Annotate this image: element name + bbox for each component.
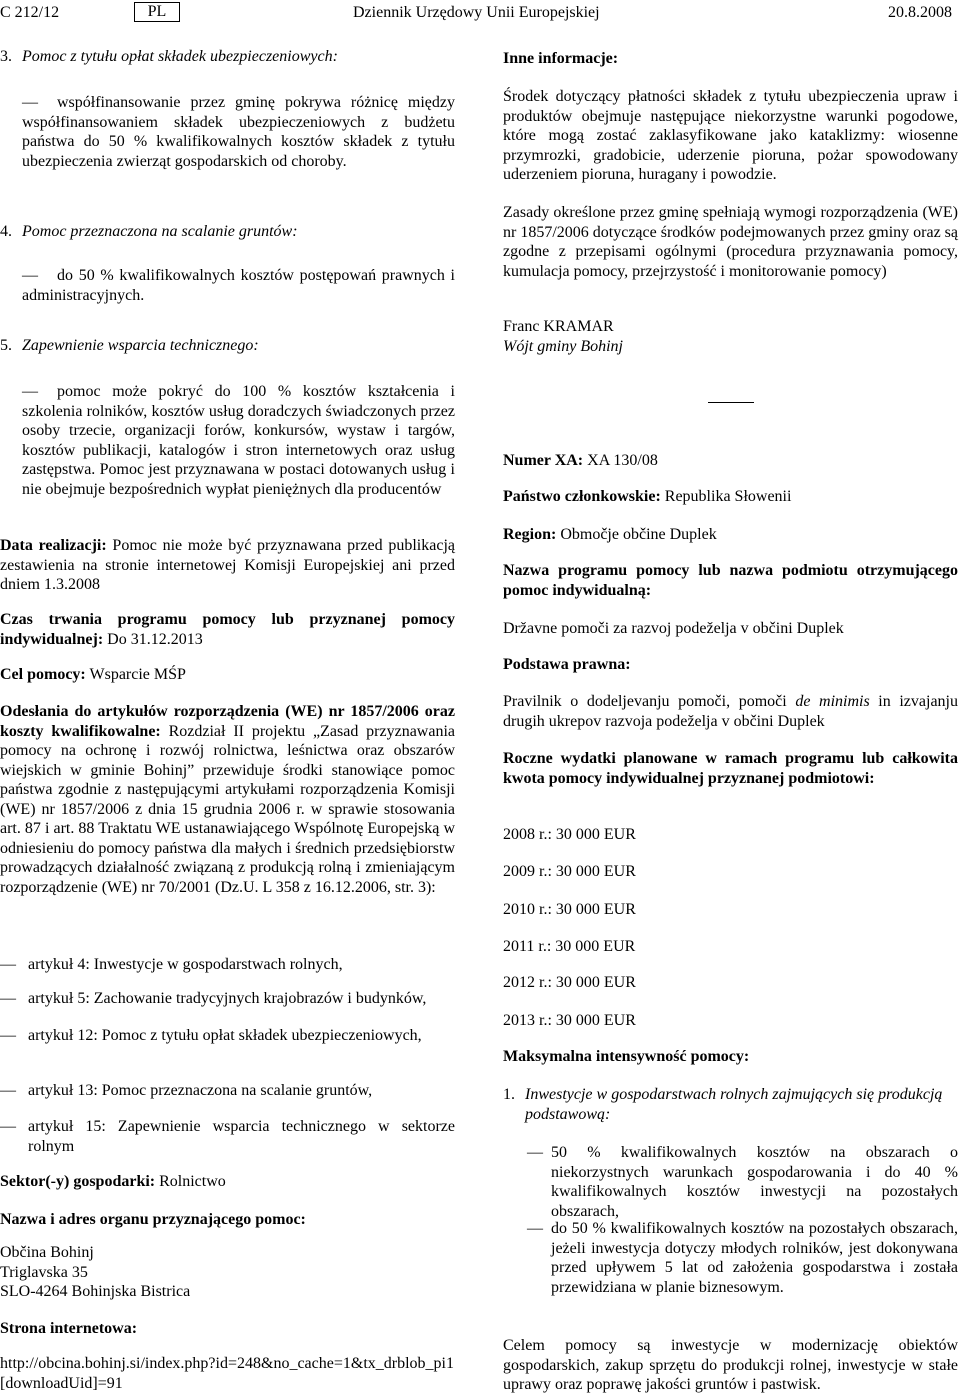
field-label: Region: — [503, 526, 557, 543]
member-state-paragraph — [503, 487, 958, 507]
field-label: Numer XA: — [503, 452, 584, 469]
field-label: Inne informacje: — [503, 50, 619, 67]
aid-objective-paragraph: Celem pomocy są inwestycje w modernizację obiektów gospodarskich, zakup sprzętu do produkcji rolnej, inwestycje w stałe uprawy oraz poprawę jakości gruntów i pastwisk. — [503, 1337, 958, 1393]
right-column — [503, 0, 958, 1397]
bullet-dash: — — [0, 990, 16, 1007]
field-label: Nazwa i adres organu przyznającego pomoc: — [0, 1211, 306, 1228]
field-label: Sektor(-y) gospodarki: — [0, 1173, 156, 1190]
address-line: Občina Bohinj — [0, 1244, 94, 1261]
field-label: Państwo członkowskie: — [503, 488, 661, 505]
field-label: Strona internetowa: — [0, 1320, 138, 1337]
bullet-dash: — — [0, 956, 16, 973]
expenditure-year-line: 2009 r.: 30 000 EUR — [503, 863, 636, 880]
bullet-dash: — — [22, 267, 38, 284]
item-title: Pomoc z tytułu opłat składek ubezpieczeniowych: — [22, 48, 338, 65]
expenditure-year-line: 2010 r.: 30 000 EUR — [503, 901, 636, 918]
field-value: Območje občine Duplek — [560, 526, 717, 543]
scheme-title-heading — [503, 561, 958, 600]
article-text: artykuł 12: Pomoc z tytułu opłat składek ubezpieczeniowych, — [28, 1027, 422, 1044]
field-label: Podstawa prawna: — [503, 656, 631, 673]
field-label: Czas trwania programu pomocy lub przyznanej pomocy indywidualnej: — [0, 611, 455, 648]
bullet-text: 50 % kwalifikowalnych kosztów na obszarach o niekorzystnych warunkach gospodarowania i do 40 % kwalifikowalnych kosztów inwestycji na pozostałych obszarach, — [551, 1144, 958, 1220]
region-paragraph — [503, 525, 958, 545]
article-text: artykuł 5: Zachowanie tradycyjnych krajobrazów i budynków, — [28, 990, 427, 1007]
field-label: Odesłania do artykułów rozporządzenia (WE) nr 1857/2006 oraz koszty kwalifikowalne: — [0, 703, 455, 740]
item-3-bullet — [22, 93, 455, 171]
field-value: Republika Słowenii — [664, 488, 792, 505]
language-code-box: PL — [134, 2, 180, 22]
sector-paragraph — [0, 1172, 455, 1192]
article-list-item — [0, 1026, 455, 1046]
signatory-title: Wójt gminy Bohinj — [503, 338, 623, 355]
address-line: Triglavska 35 — [0, 1263, 88, 1281]
bullet-dash: — — [22, 383, 38, 400]
bullet-text: współfinansowanie przez gminę pokrywa różnicę między współfinansowaniem składek ubezpieczeniowych z budżetu państwa do 50 % kwalifikowalnych kosztów składek z tytułu ubezpieczenia zwierząt gospodarskich od choroby. — [22, 94, 455, 170]
objective-paragraph — [0, 665, 455, 685]
field-value: XA 130/08 — [587, 452, 658, 469]
item-title: Inwestycje w gospodarstwach rolnych zajmujących się produkcją podstawową: — [525, 1086, 943, 1123]
publication-date: 20.8.2008 — [888, 4, 952, 21]
item-5-bullet — [22, 382, 455, 499]
item-4-bullet — [22, 266, 455, 305]
website-url: http://obcina.bohinj.si/index.php?id=248&no_cache=1&tx_drblob_pi1[downloadUid]=91 — [0, 1355, 454, 1392]
expenditure-year-line: 2008 r.: 30 000 EUR — [503, 826, 636, 843]
article-list-item — [0, 955, 455, 975]
legal-basis-text: Pravilnik o dodeljevanju pomoči, pomoči — [503, 693, 796, 710]
field-value: Rolnictwo — [159, 1173, 226, 1190]
authority-heading — [0, 1210, 455, 1230]
xa-number-paragraph — [503, 451, 958, 471]
implementation-date-paragraph — [0, 536, 455, 595]
item-number: 1. — [503, 1086, 515, 1103]
authority-address — [0, 1243, 455, 1302]
expenditure-year-line: 2012 r.: 30 000 EUR — [503, 974, 636, 991]
article-list-item — [0, 989, 455, 1009]
bullet-text: do 50 % kwalifikowalnych kosztów postępowań prawnych i administracyjnych. — [22, 267, 455, 304]
field-value: Wsparcie MŚP — [89, 666, 186, 683]
other-info-heading — [503, 49, 958, 69]
intensity-item-1 — [503, 1085, 958, 1124]
bullet-dash: — — [0, 1027, 16, 1044]
item-title: Pomoc przeznaczona na scalanie gruntów: — [22, 223, 298, 240]
article-list-item — [0, 1081, 455, 1101]
article-text: artykuł 15: Zapewnienie wsparcia technicznego w sektorze rolnym — [28, 1118, 455, 1155]
left-column — [0, 0, 455, 1397]
item-3-heading — [0, 47, 455, 67]
intensity-bullet — [527, 1143, 958, 1221]
article-text: artykuł 13: Pomoc przeznaczona na scalanie gruntów, — [28, 1082, 373, 1099]
references-paragraph — [0, 702, 455, 897]
address-line: SLO-4264 Bohinjska Bistrica — [0, 1283, 191, 1300]
expenditure-year-line: 2013 r.: 30 000 EUR — [503, 1012, 636, 1029]
bullet-dash: — — [0, 1082, 16, 1099]
field-value: Pomoc nie może być przyznawana przed publikacją zestawienia na stronie internetowej Komisji Europejskiej ani przed dniem 1.3.2008 — [0, 537, 455, 593]
duration-paragraph — [0, 610, 455, 649]
field-value: Do 31.12.2013 — [107, 630, 203, 648]
field-value: Rozdział II projektu „Zasad przyznawania pomocy na ochronę i rozwój rolnictwa, leśnictwa oraz obszarów wiejskich w gminie Bohinj” przewiduje środki stanowiące pomoc państwa zgodnie z następującymi artykułami rozporządzenia Komisji (WE) nr 1857/2006 z dnia 15 grudnia 2006 r. w sprawie stosowania art. 87 i art. 88 Traktatu WE ustanawiającego Wspólnotę Europejską w odniesieniu do pomocy państwa dla małych i średnich przedsiębiorstw prowadzących działalność związaną z produkcją rolną i zmieniającym rozporządzenie (WE) nr 70/2001 (Dz.U. L 358 z 16.12.2006, str. 3): — [0, 722, 455, 896]
article-list-item — [0, 1117, 455, 1156]
bullet-text: do 50 % kwalifikowalnych kosztów na pozostałych obszarach, jeżeli inwestycja dotyczy młodych rolników, jest dokonywana przed upływem 5 lat od założenia gospodarstwa i została przewidziana w planie biznesowym. — [551, 1220, 958, 1296]
field-label: Roczne wydatki planowane w ramach programu lub całkowita kwota pomocy indywidualnej przyznanej podmiotowi: — [503, 750, 958, 787]
legal-basis-italic-term: de minimis — [795, 693, 870, 710]
legal-basis-heading — [503, 655, 958, 675]
signatory-name: Franc KRAMAR — [503, 318, 614, 335]
item-4-heading — [0, 222, 455, 242]
page-reference: C 212/12 — [0, 4, 60, 21]
scheme-title-value: Državne pomoči za razvoj podeželja v občini Duplek — [503, 620, 844, 637]
field-label: Maksymalna intensywność pomocy: — [503, 1048, 750, 1065]
journal-title: Dziennik Urzędowy Unii Europejskiej — [353, 4, 600, 21]
bullet-dash: — — [0, 1118, 16, 1135]
item-title: Zapewnienie wsparcia technicznego: — [22, 337, 259, 354]
legal-basis-text: in izvajanju drugih ukrepov razvoja podeželja v občini Duplek — [503, 693, 958, 730]
other-info-paragraph: Zasady określone przez gminę spełniają wymogi rozporządzenia (WE) nr 1857/2006 dotyczące środków podejmowanych przez gminy oraz są zgodne z przepisami ogólnymi (procedura przyznawania pomocy, kumulacja pomocy, przejrzystość i monitorowanie pomocy) — [503, 204, 958, 280]
max-intensity-heading — [503, 1047, 958, 1067]
expenditure-year-line: 2011 r.: 30 000 EUR — [503, 938, 636, 955]
bullet-dash: — — [22, 94, 38, 111]
field-label: Nazwa programu pomocy lub nazwa podmiotu otrzymującego pomoc indywidualną: — [503, 562, 958, 599]
website-heading — [0, 1319, 455, 1339]
bullet-dash: — — [527, 1220, 543, 1237]
annual-expenditure-heading — [503, 749, 958, 788]
section-separator — [708, 402, 754, 403]
legal-basis-value — [503, 692, 958, 731]
item-number: 5. — [0, 337, 12, 354]
item-number: 3. — [0, 48, 12, 65]
bullet-text: pomoc może pokryć do 100 % kosztów kształcenia i szkolenia rolników, kosztów usług doradczych świadczonych przez osoby trzecie, organizacji forów, konkursów, wystaw i targów, kosztów publikacji, katalogów i stron internetowych oraz usług zastępstwa. Pomoc jest przyznawana w postaci dotowanych usług i nie obejmuje bezpośrednich wypłat pieniężnych dla producentów — [22, 383, 455, 498]
article-text: artykuł 4: Inwestycje w gospodarstwach rolnych, — [28, 956, 343, 973]
item-5-heading — [0, 336, 455, 356]
item-number: 4. — [0, 223, 12, 240]
field-label: Cel pomocy: — [0, 666, 86, 683]
field-label: Data realizacji: — [0, 537, 107, 554]
other-info-paragraph: Środek dotyczący płatności składek z tytułu ubezpieczenia upraw i produktów obejmuje następujące niekorzystne warunki pogodowe, które mogą zostać zaklasyfikowane jako kataklizmy: wiosenne przymrozki, gradobicie, uderzenie pioruna, pożar spowodowany uderzeniem pioruna, huragany i powodzie. — [503, 88, 958, 183]
intensity-bullet — [527, 1219, 958, 1297]
bullet-dash: — — [527, 1144, 543, 1161]
